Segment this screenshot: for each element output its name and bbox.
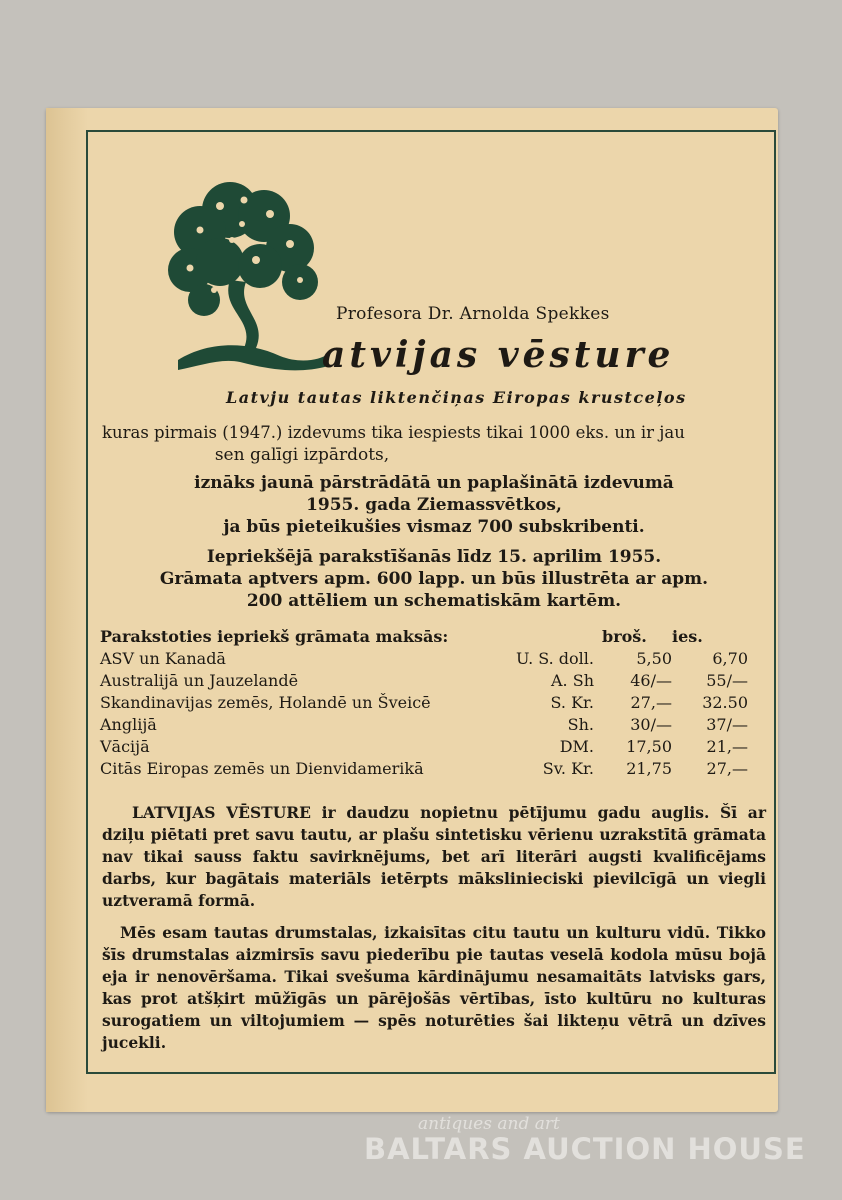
- brosh-price-cell: 30/—: [630, 715, 672, 734]
- author-byline: Profesora Dr. Arnolda Spekkes: [336, 304, 610, 324]
- region-cell: Anglijā: [100, 715, 157, 734]
- subscription-line-3: 200 attēliem un schematiskām kartēm.: [246, 591, 622, 611]
- book-title: atvijas vēsture: [322, 334, 675, 376]
- region-cell: Vācijā: [100, 737, 150, 756]
- price-table-header-row: [100, 626, 748, 648]
- currency-cell: DM.: [559, 737, 594, 756]
- region-cell: Australijā un Jauzelandē: [100, 671, 299, 690]
- price-table-header: Parakstoties iepriekš grāmata maksās:: [100, 627, 449, 646]
- table-row: [100, 736, 748, 758]
- region-cell: Citās Eiropas zemēs un Dienvidamerikā: [100, 759, 424, 778]
- tree-emblem-icon: [160, 170, 328, 380]
- intro-line-1: kuras pirmais (1947.) izdevums tika iespiests tikai 1000 eks. un ir jau: [102, 423, 685, 442]
- ies-price-cell: 21,—: [706, 737, 748, 756]
- column-brosh: broš.: [602, 627, 647, 646]
- description-paragraph-1: [102, 802, 766, 912]
- region-cell: ASV un Kanadā: [100, 649, 226, 668]
- currency-cell: A. Sh: [551, 671, 594, 690]
- brosh-price-cell: 5,50: [636, 649, 672, 668]
- subscription-line-2: Grāmata aptvers apm. 600 lapp. un būs illustrēta ar apm.: [159, 569, 709, 589]
- announce-line-3: ja būs pieteikušies vismaz 700 subskribenti.: [223, 517, 645, 537]
- table-row: [100, 758, 748, 780]
- price-table: [100, 626, 748, 780]
- currency-cell: Sv. Kr.: [542, 759, 594, 778]
- table-row: [100, 692, 748, 714]
- announce-line-2: 1955. gada Ziemassvētkos,: [306, 495, 562, 515]
- column-ies: ies.: [672, 627, 703, 646]
- currency-cell: U. S. doll.: [516, 649, 594, 668]
- announce-line-1: iznāks jaunā pārstrādātā un paplašinātā izdevumā: [194, 473, 674, 493]
- brosh-price-cell: 21,75: [626, 759, 672, 778]
- book-subtitle: Latvju tautas liktenčiņas Eiropas krustceļos: [226, 388, 687, 407]
- table-row: [100, 648, 748, 670]
- brosh-price-cell: 46/—: [630, 671, 672, 690]
- ies-price-cell: 32.50: [702, 693, 748, 712]
- currency-cell: S. Kr.: [550, 693, 594, 712]
- currency-cell: Sh.: [567, 715, 594, 734]
- brosh-price-cell: 17,50: [626, 737, 672, 756]
- ies-price-cell: 6,70: [712, 649, 748, 668]
- paragraph-text: LATVIJAS VĒSTURE ir daudzu nopietnu pētījumu gadu auglis. Šī ar dziļu piētati pret savu tautu, ar plašu sintetisku vērienu uzrakstītā grāmata nav tikai sauss faktu savirknējums, bet arī literāri augsti kvalificējams darbs, kur bagātais materiāls ietērpts mākslinieciski pievilcīgā un viegli uztveramā formā.: [102, 803, 766, 910]
- watermark-title: BALTARS AUCTION HOUSE: [364, 1132, 806, 1166]
- paragraph-text: Mēs esam tautas drumstalas, izkaisītas citu tautu un kulturu vidū. Tikko šīs drumstalas aizmirsīs savu piederību pie tautas veselā kodola mūsu bojā eja ir nenovēršama. Tikai svešuma kārdinājumu nesamaitāts latvisks gars, kas prot atšķirt mūžīgās un pārējošās vērtības, īsto kultūru no kulturas surogatiem un viltojumiem — spēs noturēties šai likteņu vētrā un dzīves jucekli.: [102, 923, 766, 1052]
- intro-line-2: sen galīgi izpārdots,: [214, 445, 390, 465]
- description-paragraph-2: [102, 922, 766, 1054]
- brosh-price-cell: 27,—: [630, 693, 672, 712]
- watermark-subtitle: antiques and art: [418, 1114, 560, 1134]
- subscription-line-1: Iepriekšējā parakstīšanās līdz 15. aprilim 1955.: [206, 547, 662, 567]
- ies-price-cell: 27,—: [706, 759, 748, 778]
- region-cell: Skandinavijas zemēs, Holandē un Šveicē: [100, 693, 431, 712]
- table-row: [100, 670, 748, 692]
- ies-price-cell: 55/—: [706, 671, 748, 690]
- table-row: [100, 714, 748, 736]
- ies-price-cell: 37/—: [706, 715, 748, 734]
